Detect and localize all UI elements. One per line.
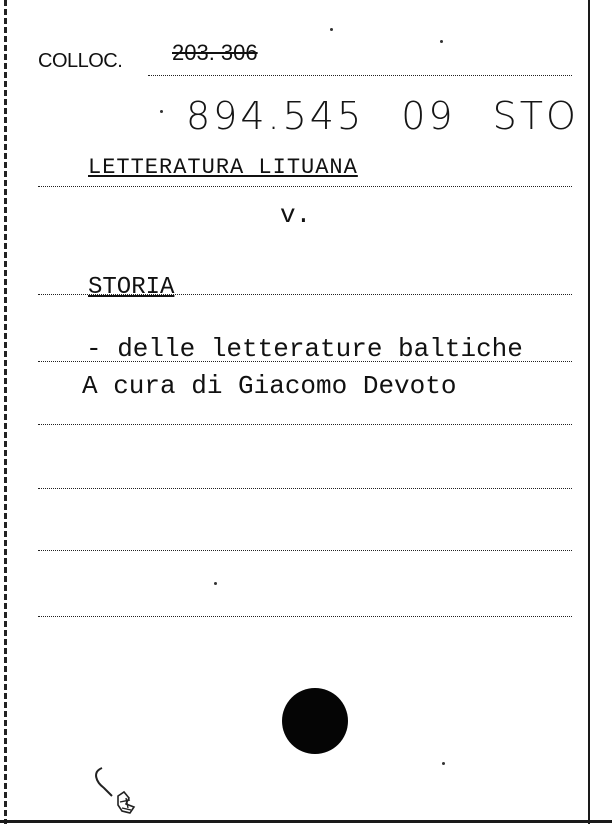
stamp-mark bbox=[90, 762, 152, 820]
speck bbox=[330, 28, 333, 31]
dotted-line bbox=[38, 616, 572, 617]
entry-heading: STORIA bbox=[88, 274, 175, 301]
colloc-dotted-line bbox=[148, 75, 572, 76]
dotted-line bbox=[38, 424, 572, 425]
see-reference: v. bbox=[280, 200, 312, 230]
speck bbox=[442, 762, 445, 765]
card-left-edge bbox=[4, 0, 7, 824]
speck bbox=[214, 582, 217, 585]
punch-hole bbox=[282, 688, 348, 754]
colloc-value: 203. 306 bbox=[172, 40, 258, 65]
card-right-edge bbox=[588, 0, 590, 824]
subject-heading: LETTERATURA LITUANA bbox=[88, 155, 358, 180]
entry-editor: A cura di Giacomo Devoto bbox=[82, 371, 457, 401]
colloc-label: COLLOC. bbox=[38, 50, 123, 72]
card-bottom-edge bbox=[0, 820, 612, 823]
dotted-line bbox=[38, 550, 572, 551]
speck bbox=[160, 110, 163, 113]
shelfmark: 894.545 09 STO bbox=[186, 94, 579, 138]
entry-title: - delle letterature baltiche bbox=[86, 334, 523, 364]
dotted-line bbox=[38, 186, 572, 187]
speck bbox=[440, 40, 443, 43]
dotted-line bbox=[38, 488, 572, 489]
